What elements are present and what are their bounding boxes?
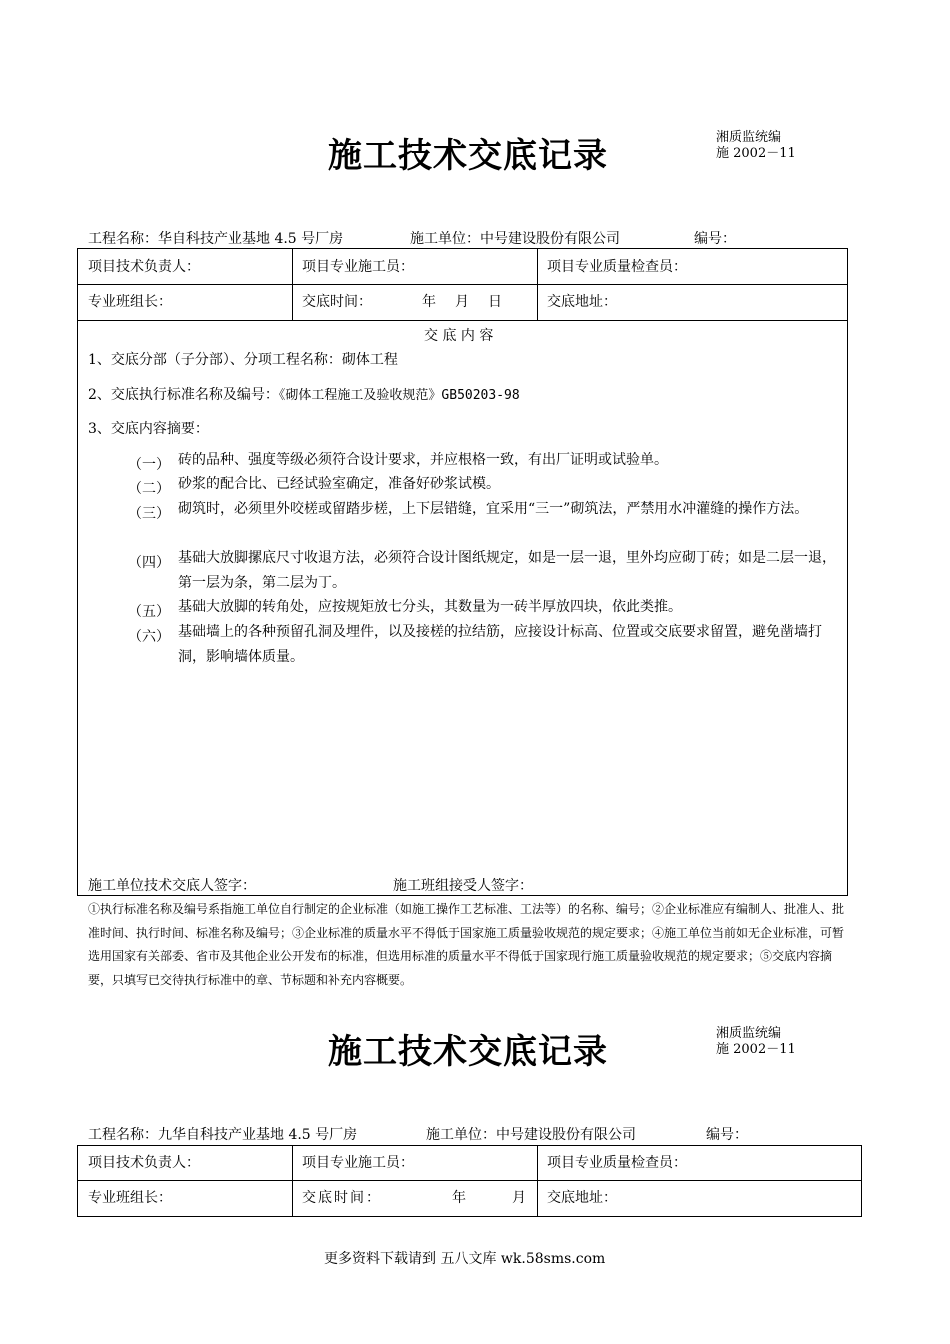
page1-item-5-text: 基础大放脚的转角处，应按规矩放七分头，其数量为一砖半厚放四块，依此类推。 — [178, 599, 682, 615]
page1-footnote: ①执行标准名称及编号系指施工单位自行制定的企业标准（如施工操作工艺标准、工法等）的名称、编号；②企业标准应有编制人、批准人、批准时间、执行时间、标准名称及编号；③企业标准的质量水平不得低于国家施工质量验收规范的规定要求；④施工单位当前如无企业标准，可暂选用国家有关部委、省市及其他企业公开发布的标准，但选用标准的质量水平不得低于国家现行施工质量验收规范的规定要求；⑤交底内容摘要，只填写已交待执行标准中的章、节标题和补充内容概要。 — [88, 902, 845, 987]
page2-team-leader-label: 专业班组长： — [88, 1190, 172, 1206]
page1-line-3: 3、交底内容摘要： — [88, 421, 209, 437]
page2-col-divider-1 — [292, 1145, 293, 1217]
page1-sign-team: 施工班组接受人签字： — [393, 878, 533, 894]
page1-quality-inspector-label: 项目专业质量检查员： — [547, 259, 687, 275]
page2-month-label: 月 — [512, 1190, 526, 1206]
page1-item-2-no: （二） — [128, 481, 170, 497]
page1-item-4-no: （四） — [128, 555, 170, 571]
page2-form-code-2: 施 2002－11 — [716, 1042, 796, 1057]
page2-form-code-1: 湘质监统编 — [716, 1026, 782, 1041]
page1-line-2-standard: 《砌体工程施工及验收规范》GB50203-98 — [278, 388, 520, 403]
page1-form-code-2: 施 2002－11 — [716, 146, 796, 161]
page2-constructor-label: 项目专业施工员： — [302, 1155, 414, 1171]
download-footer: 更多资料下载请到 五八文库 wk.58sms.com — [324, 1251, 606, 1267]
page1-item-1-no: （一） — [128, 457, 170, 473]
page1-tech-manager-label: 项目技术负责人： — [88, 259, 200, 275]
page1-construction-unit: 施工单位：中号建设股份有限公司 — [410, 231, 620, 247]
page1-item-4-text: 基础大放脚摞底尺寸收退方法，必须符合设计图纸规定，如是一层一退，里外均应砌丁砖；如是二层一退，第一层为条，第二层为丁。 — [178, 550, 836, 591]
page1-team-leader-label: 专业班组长： — [88, 294, 172, 310]
page1-address-label: 交底地址： — [547, 294, 617, 310]
page1-month-label: 月 — [455, 294, 469, 310]
page2-time-label: 交底时间： — [302, 1190, 382, 1206]
page1-col-divider-2 — [537, 248, 538, 320]
page1-item-2-text: 砂浆的配合比、已经试验室确定，准备好砂浆试模。 — [178, 476, 500, 492]
page1-item-3-text: 砌筑时，必须里外咬槎或留踏步槎，上下层错缝，宜采用“三一”砌筑法，严禁用水冲灌缝的操作方法。 — [178, 501, 809, 517]
page1-title: 施工技术交底记录 — [328, 136, 608, 176]
page1-item-3-no: （三） — [128, 506, 170, 522]
page1-col-divider-1 — [292, 248, 293, 320]
page1-project-name: 工程名称：华自科技产业基地 4.5 号厂房 — [88, 231, 344, 247]
page1-item-1-text: 砖的品种、强度等级必须符合设计要求，并应根格一致，有出厂证明或试验单。 — [178, 452, 668, 468]
page1-year-label: 年 — [422, 294, 436, 310]
page2-quality-inspector-label: 项目专业质量检查员： — [547, 1155, 687, 1171]
page1-row-divider-2 — [77, 320, 848, 321]
page2-row-divider-1 — [77, 1180, 862, 1181]
page1-row-divider-1 — [77, 284, 848, 285]
page1-item-6-no: （六） — [128, 629, 170, 645]
page1-line-1: 1、交底分部（子分部）、分项工程名称：砌体工程 — [88, 352, 398, 368]
page1-line-2 — [88, 384, 520, 404]
page1-content-heading: 交 底 内 容 — [424, 328, 494, 344]
page2-year-label: 年 — [452, 1190, 466, 1206]
page2-col-divider-2 — [537, 1145, 538, 1217]
page1-item-5-no: （五） — [128, 604, 170, 620]
page1-sign-unit: 施工单位技术交底人签字： — [88, 878, 256, 894]
page2-address-label: 交底地址： — [547, 1190, 617, 1206]
page1-number-label: 编号： — [694, 231, 736, 247]
page1-day-label: 日 — [488, 294, 502, 310]
page1-form-code-1: 湘质监统编 — [716, 130, 782, 145]
page1-line-2-prefix: 2、交底执行标准名称及编号： — [88, 387, 279, 403]
page2-title: 施工技术交底记录 — [328, 1032, 608, 1072]
page2-construction-unit: 施工单位：中号建设股份有限公司 — [426, 1127, 636, 1143]
page1-item-6-text: 基础墙上的各种预留孔洞及埋件，以及接槎的拉结筋，应接设计标高、位置或交底要求留置，避免凿墙打洞，影响墙体质量。 — [178, 624, 822, 665]
page2-number-label: 编号： — [706, 1127, 748, 1143]
page2-tech-manager-label: 项目技术负责人： — [88, 1155, 200, 1171]
page1-constructor-label: 项目专业施工员： — [302, 259, 414, 275]
page1-time-label: 交底时间： — [302, 294, 372, 310]
page2-project-name: 工程名称：九华自科技产业基地 4.5 号厂房 — [88, 1127, 358, 1143]
